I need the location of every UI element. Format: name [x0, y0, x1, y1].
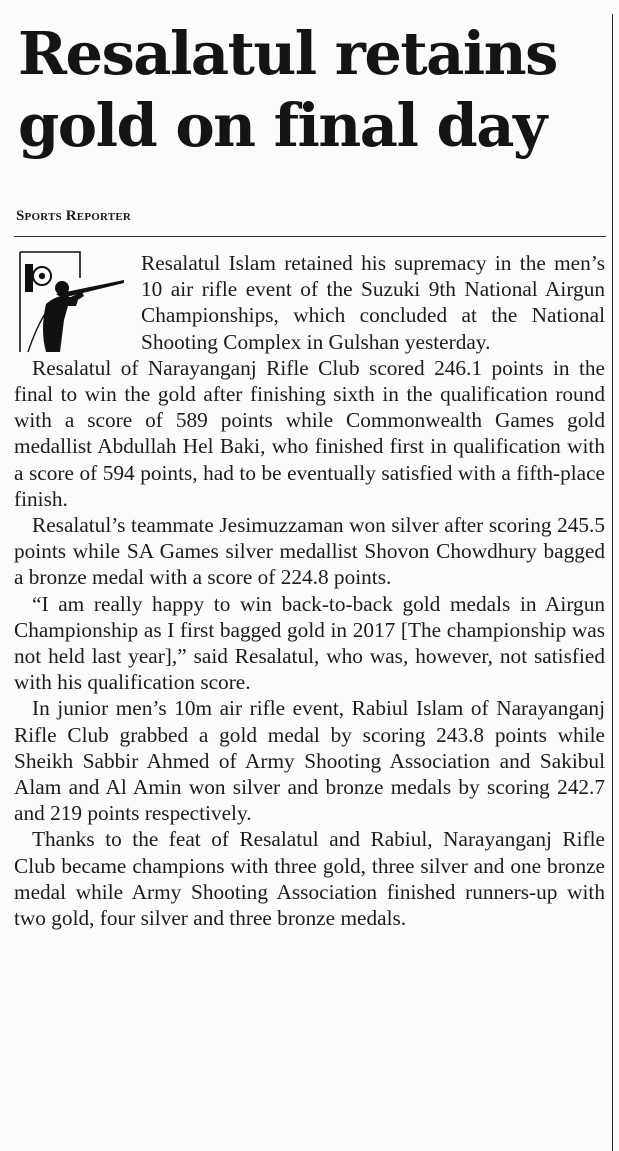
paragraph: “I am really happy to win back-to-back gold medals in Airgun Championship as I first bagged gold in 2017 [The championship was not held last year],” said Resalatul, who was, however, not satisfied with his qualification score.: [14, 591, 605, 695]
icon-float-spacer: [14, 250, 141, 354]
paragraph: Resalatul Islam retained his supremacy in the men’s 10 air rifle event of the Suzuki 9th National Airgun Championships, which concluded at the National Shooting Complex in Gulshan yesterday.: [141, 251, 605, 354]
headline: Resalatul retains gold on final day: [18, 19, 557, 160]
column-rule: [612, 14, 613, 1151]
paragraph: Thanks to the feat of Resalatul and Rabiul, Narayanganj Rifle Club became champions with three gold, three silver and one bronze medal while Army Shooting Association finished runners-up with two gold, four silver and three bronze medals.: [14, 827, 605, 931]
paragraph: Resalatul of Narayanganj Rifle Club scored 246.1 points in the final to win the gold after finishing sixth in the qualification round with a score of 589 points while Commonwealth Games gold medallist Abdullah Hel Baki, who finished first in qualification with a score of 594 points, had to be eventually satisfied with a fifth-place finish.: [14, 355, 605, 511]
byline-divider: [14, 236, 606, 237]
article-body: [14, 250, 605, 931]
byline: Sports Reporter: [16, 208, 131, 224]
paragraph: In junior men’s 10m air rifle event, Rabiul Islam of Narayanganj Rifle Club grabbed a gold medal by scoring 243.8 points while Sheikh Sabbir Ahmed of Army Shooting Association and Sakibul Alam and Al Amin won silver and bronze medals by scoring 242.7 and 219 points respectively.: [14, 696, 605, 826]
paragraph: Resalatul’s teammate Jesimuzzaman won silver after scoring 245.5 points while SA Games silver medallist Shovon Chowdhury bagged a bronze medal with a score of 224.8 points.: [14, 513, 605, 590]
